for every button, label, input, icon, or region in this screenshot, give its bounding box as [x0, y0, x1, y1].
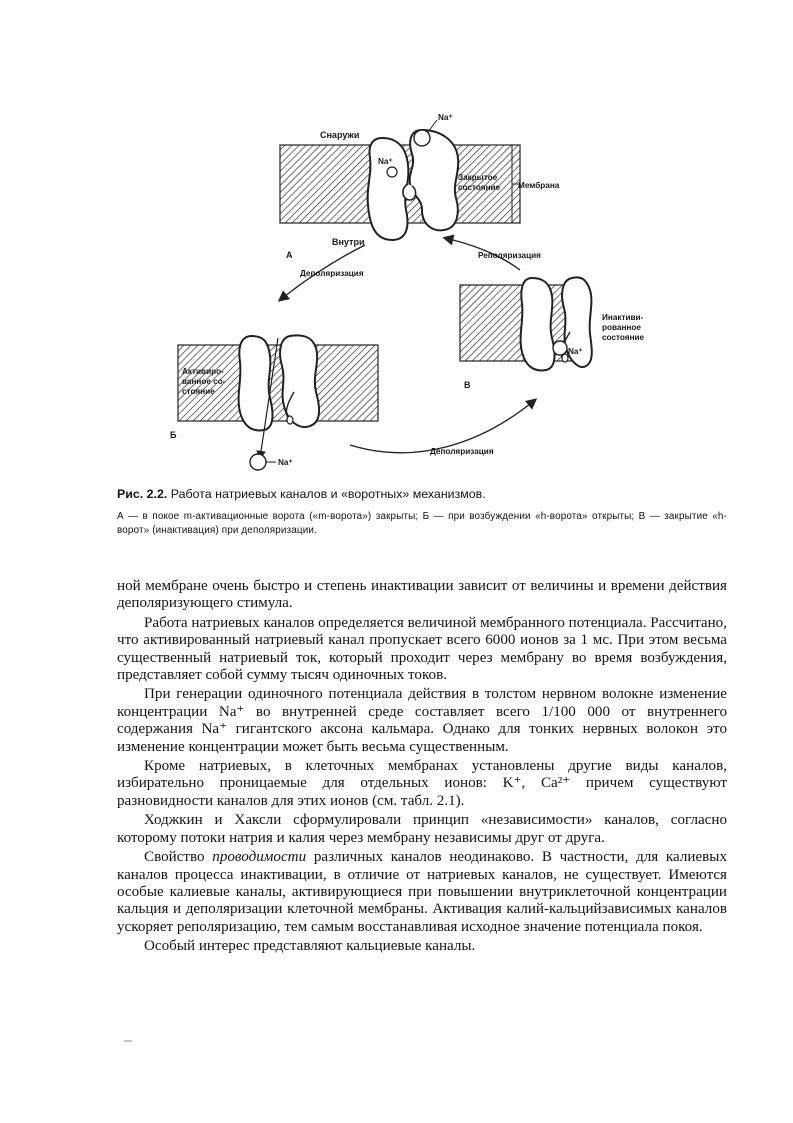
repolarization-label: Реполяризация — [478, 251, 541, 260]
paragraph-6-emphasis: проводимости — [212, 849, 307, 866]
caption-description: А — в покое m-активационные ворота («m-ворота») закрыты; Б — при возбуждении «h-ворота» открыты; В — закрытие «h-ворот» (инактивация) при деполяризации. — [117, 511, 727, 536]
panel-b-label: Б — [170, 430, 177, 440]
panel-a-label: А — [286, 250, 293, 260]
paragraph-6 — [117, 849, 727, 936]
na-ion-a-inside — [387, 167, 397, 177]
figure-caption — [117, 486, 727, 537]
activated-label-2: ванное со- — [182, 377, 226, 386]
figure-number: Рис. 2.2. — [117, 487, 168, 501]
inactivated-label-3: состояние — [602, 333, 645, 342]
paragraph-2: Работа натриевых каналов определяется величиной мембранного потенциала. Рассчитано, что активированный натриевый канал пропускает всего 6000 ионов за 1 мс. При этом весьма существенный натриевый ток, который проходит через мембрану во время возбуждения, представляет собой сумму тысяч одиночных токов. — [117, 614, 727, 684]
body-text — [117, 578, 727, 956]
page-mark — [124, 1040, 132, 1042]
paragraph-7: Особый интерес представляют кальциевые каналы. — [144, 938, 476, 955]
na-bottom-label: Na⁺ — [278, 458, 293, 467]
inactivated-label-1: Инактиви- — [602, 313, 644, 322]
paragraph-6-start: Свойство — [144, 849, 213, 866]
channel-subunit-v-left — [521, 278, 555, 370]
inside-label: Внутри — [332, 237, 365, 247]
paragraph-6-rest: различных каналов неодинаково. В частности, для калиевых каналов процесса инактивации, в отличие от натриевых каналов, не существует. Имеются особые калиевые каналы, активирующиеся при повышении внутриклеточной концентрации кальция и деполяризации клеточной мембраны. Активация калий-кальцийзависимых каналов ускоряет реполяризацию, тем самым восстанавливая исходное значение потенциала покоя. — [117, 849, 727, 935]
caption-title-text: Работа натриевых каналов и «воротных» механизмов. — [170, 487, 486, 501]
sodium-channel-diagram — [160, 100, 645, 480]
paragraph-1: ной мембране очень быстро и степень инактивации зависит от величины и времени действия деполяризующего стимула. — [117, 578, 727, 612]
m-gate-a — [403, 184, 416, 200]
paragraph-4: Кроме натриевых, в клеточных мембранах установлены другие виды каналов, избирательно проницаемые для отдельных ионов: K⁺, Ca²⁺ причем существуют разновидности каналов для этих ионов (см. табл. 2.1). — [117, 758, 727, 809]
outside-label: Снаружи — [320, 130, 360, 140]
panel-v-label: В — [464, 380, 471, 390]
depolarization-bottom-label: Деполяризация — [430, 447, 494, 456]
na-inside-label: Na⁺ — [378, 157, 393, 166]
channel-subunit-a-left — [368, 138, 409, 240]
na-top-label: Na⁺ — [438, 113, 453, 122]
activated-label-1: Активиро- — [182, 367, 224, 376]
na-inactivated-label: Na⁺ — [568, 347, 583, 356]
activated-label-3: стояние — [182, 387, 215, 396]
paragraph-5: Ходжкин и Хаксли сформулировали принцип «независимости» каналов, согласно которому потоки натрия и калия через мембрану независимы друг от друга. — [117, 812, 727, 846]
sodium-channel-figure — [160, 100, 645, 480]
panel-b-activated-channel — [170, 335, 378, 470]
inactivated-label-2: рованное — [602, 323, 641, 332]
channel-subunit-b-left — [239, 336, 273, 430]
panel-v-inactivated-channel — [460, 277, 645, 390]
na-ion-b-bottom — [250, 454, 266, 470]
closed-state-label-2: состояние — [458, 183, 501, 192]
paragraph-3: При генерации одиночного потенциала действия в толстом нервном волокне изменение концентрации Na⁺ во внутренней среде составляет всего 1/100 000 от внутреннего содержания Na⁺ гигантского аксона кальмара. Однако для тонких нервных волокон это изменение концентрации может быть весьма существенным. — [117, 686, 727, 755]
caption-title — [117, 486, 727, 502]
depolarization-left-label: Деполяризация — [300, 269, 364, 278]
closed-state-label-1: Закрытое — [458, 173, 498, 182]
na-ion-a-top — [414, 130, 430, 146]
na-ion-v — [553, 341, 567, 355]
panel-a-closed-channel — [280, 113, 560, 260]
membrane-label: Мембрана — [518, 181, 560, 190]
